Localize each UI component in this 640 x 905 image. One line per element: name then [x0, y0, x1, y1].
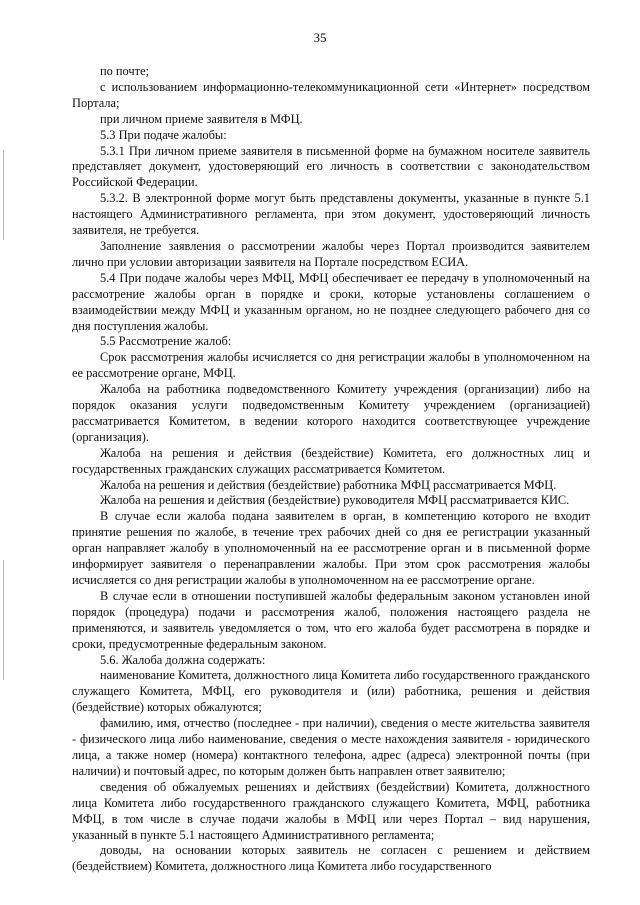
paragraph: В случае если жалоба подана заявителем в орган, в компетенцию которого не входит принятие решения по жалобе, в течение трех рабочих дней со дня ее регистрации указанный орган направляет жалобу в уполномоченный на ее рассмотрение орган и в письменной форме информирует заявителя о перенаправлении жалобы. При этом срок рассмотрения жалобы исчисляется со дня регистрации жалобы в уполномоченном на ее рассмотрение органе.	[72, 509, 590, 587]
paragraph: при личном приеме заявителя в МФЦ.	[100, 111, 303, 126]
document-body	[72, 64, 590, 875]
paragraph: Жалоба на решения и действия (бездействие) работника МФЦ рассматривается МФЦ.	[100, 477, 557, 492]
page-number: 35	[313, 30, 327, 45]
section-heading: 5.3 При подаче жалобы:	[100, 127, 227, 142]
paragraph: по почте;	[100, 64, 150, 78]
paragraph: с использованием информационно-телекоммуникационной сети «Интернет» посредством Портала;	[72, 79, 590, 110]
section-heading: 5.5 Рассмотрение жалоб:	[100, 334, 232, 349]
paragraph: Жалоба на решения и действия (бездействие) Комитета, его должностных лиц и государственных гражданских служащих рассматривается Комитетом.	[72, 445, 590, 476]
paragraph: сведения об обжалуемых решениях и действиях (бездействии) Комитета, должностного лица Комитета либо государственного гражданского служащего Комитета, МФЦ, работника МФЦ, в том числе в случае подачи жалобы в МФЦ или через Портал – вид нарушения, указанный в пункте 5.1 настоящего Административного регламента;	[72, 779, 590, 842]
paragraph: Жалоба на решения и действия (бездействие) руководителя МФЦ рассматривается КИС.	[100, 493, 570, 508]
paragraph: доводы, на основании которых заявитель не согласен с решением и действием (бездействием) Комитета, должностного лица Комитета либо государственного	[72, 843, 590, 874]
paragraph: 5.4 При подаче жалобы через МФЦ, МФЦ обеспечивает ее передачу в уполномоченный на рассмотрение жалобы орган в порядке и сроки, которые установлены соглашением о взаимодействии между МФЦ и указанным органом, но не позднее следующего рабочего дня со дня поступления жалобы.	[72, 270, 590, 333]
scan-edge-mark	[3, 560, 4, 680]
paragraph: 5.3.2. В электронной форме могут быть представлены документы, указанные в пункте 5.1 настоящего Административного регламента, при этом документ, удостоверяющий личность заявителя, не требуется.	[72, 191, 590, 238]
paragraph: Заполнение заявления о рассмотрении жалобы через Портал производится заявителем лично при условии авторизации заявителя на Портале посредством ЕСИА.	[72, 238, 590, 269]
paragraph: В случае если в отношении поступившей жалобы федеральным законом установлен иной порядок (процедура) подачи и рассмотрения жалоб, положения настоящего раздела не применяются, и заявитель уведомляется о том, что его жалоба будет рассмотрена в порядке и сроки, предусмотренные федеральным законом.	[72, 588, 590, 651]
paragraph: фамилию, имя, отчество (последнее - при наличии), сведения о месте жительства заявителя - физического лица либо наименование, сведения о месте нахождения заявителя - юридического лица, а также номер (номера) контактного телефона, адрес (адреса) электронной почты (при наличии) и почтовый адрес, по которым должен быть направлен ответ заявителю;	[72, 716, 590, 778]
paragraph: 5.3.1 При личном приеме заявителя в письменной форме на бумажном носителе заявитель представляет документ, удостоверяющий его личность в соответствии с законодательством Российской Федерации.	[72, 143, 590, 190]
scan-edge-mark	[3, 150, 4, 240]
paragraph: Жалоба на работника подведомственного Комитету учреждения (организации) либо на порядок оказания услуги подведомственным Комитету учреждением (организацией) рассматривается Комитетом, в ведении которого находится соответствующее учреждение (организация).	[72, 382, 590, 444]
paragraph: Срок рассмотрения жалобы исчисляется со дня регистрации жалобы в уполномоченном на ее рассмотрение органе, МФЦ.	[72, 350, 590, 381]
section-heading: 5.6. Жалоба должна содержать:	[100, 652, 266, 667]
paragraph: наименование Комитета, должностного лица Комитета либо государственного гражданского служащего Комитета, МФЦ, его руководителя и (или) работника, решения и действия (бездействие) которых обжалуются;	[72, 668, 590, 715]
